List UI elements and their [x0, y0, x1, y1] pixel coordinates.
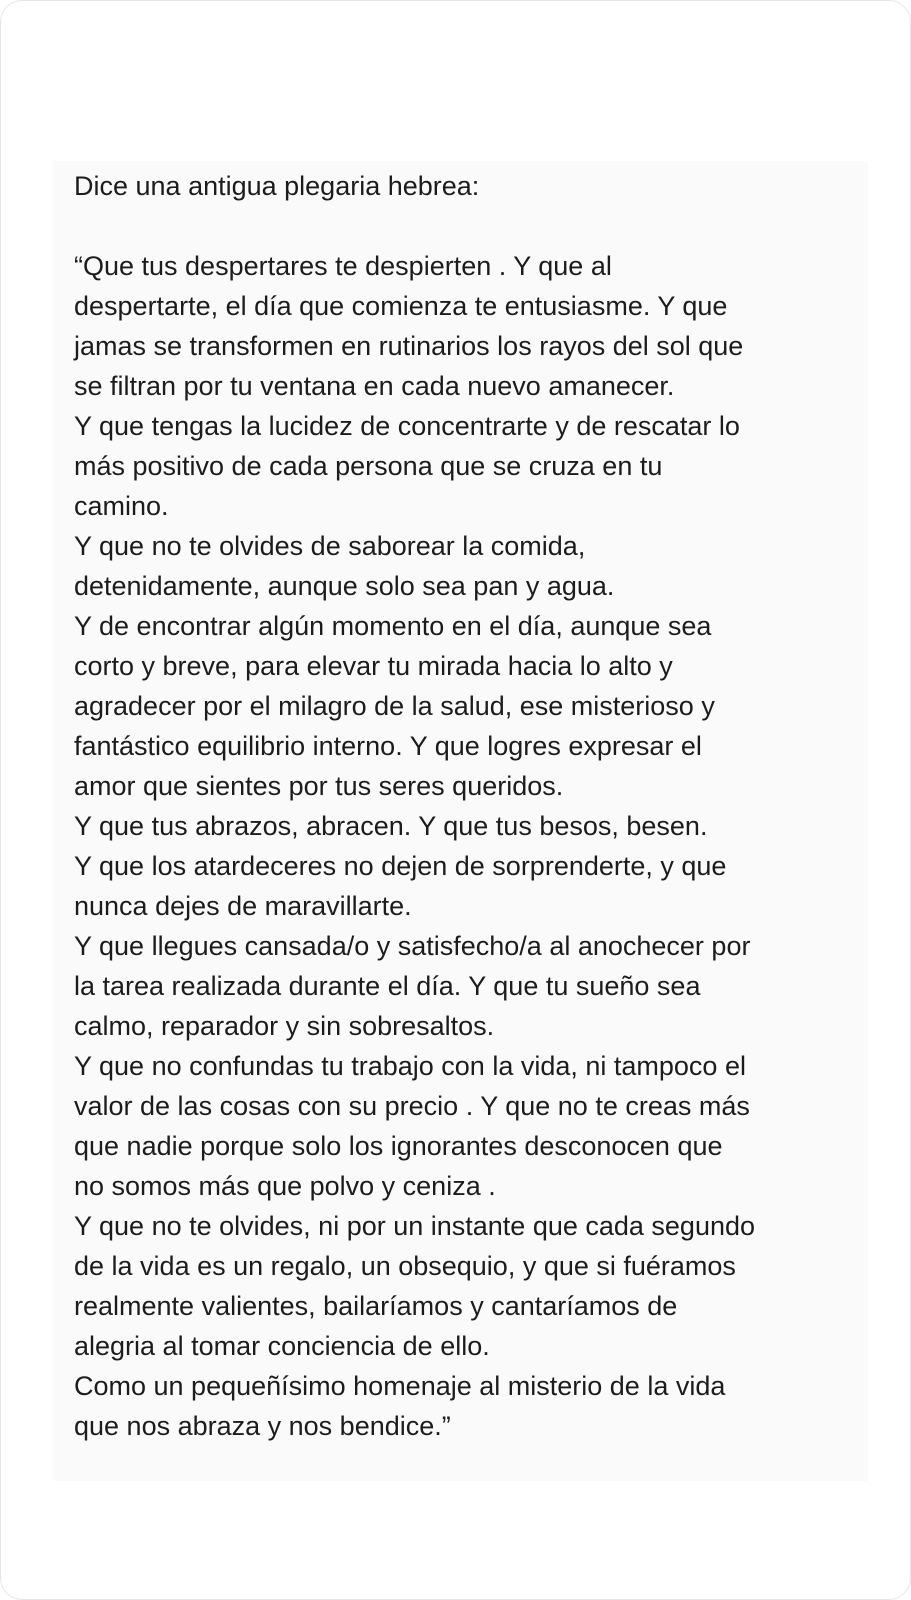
- text-line: Y que llegues cansada/o y satisfecho/a al anochecer por: [74, 931, 751, 961]
- text-line: nunca dejes de maravillarte.: [74, 891, 412, 921]
- text-line: camino.: [74, 491, 169, 521]
- text-line: fantástico equilibrio interno. Y que logres expresar el: [74, 731, 702, 761]
- text-line: Y que no te olvides, ni por un instante que cada segundo: [74, 1211, 756, 1241]
- text-line: Y de encontrar algún momento en el día, aunque sea: [74, 611, 712, 641]
- text-line: de la vida es un regalo, un obsequio, y que si fuéramos: [74, 1251, 736, 1281]
- text-line: alegria al tomar conciencia de ello.: [74, 1331, 490, 1361]
- text-line: que nos abraza y nos bendice.”: [74, 1411, 451, 1441]
- text-line: realmente valientes, bailaríamos y cantaríamos de: [74, 1291, 678, 1321]
- text-line: Como un pequeñísimo homenaje al misterio de la vida: [74, 1371, 726, 1401]
- text-line: que nadie porque solo los ignorantes desconocen que: [74, 1131, 723, 1161]
- text-line: Y que los atardeceres no dejen de sorprenderte, y que: [74, 851, 727, 881]
- text-line: despertarte, el día que comienza te entusiasme. Y que: [74, 291, 728, 321]
- text-line: agradecer por el milagro de la salud, ese misterioso y: [74, 691, 715, 721]
- text-line: Y que no te olvides de saborear la comida,: [74, 531, 586, 561]
- text-line: jamas se transformen en rutinarios los rayos del sol que: [74, 331, 744, 361]
- text-line: valor de las cosas con su precio . Y que no te creas más: [74, 1091, 750, 1121]
- text-line: “Que tus despertares te despierten . Y que al: [74, 251, 612, 281]
- prayer-text: [74, 166, 844, 1446]
- blank-line: [74, 206, 844, 246]
- text-line: calmo, reparador y sin sobresaltos.: [74, 1011, 495, 1041]
- text-line: más positivo de cada persona que se cruza en tu: [74, 451, 663, 481]
- text-line: amor que sientes por tus seres queridos.: [74, 771, 564, 801]
- text-line: se filtran por tu ventana en cada nuevo amanecer.: [74, 371, 675, 401]
- text-line: corto y breve, para elevar tu mirada hacia lo alto y: [74, 651, 673, 681]
- text-line: Y que tengas la lucidez de concentrarte y de rescatar lo: [74, 411, 740, 441]
- text-line: Y que no confundas tu trabajo con la vida, ni tampoco el: [74, 1051, 746, 1081]
- text-line: detenidamente, aunque solo sea pan y agua.: [74, 571, 615, 601]
- text-line: Y que tus abrazos, abracen. Y que tus besos, besen.: [74, 811, 708, 841]
- intro-line: Dice una antigua plegaria hebrea:: [74, 171, 480, 201]
- text-line: la tarea realizada durante el día. Y que tu sueño sea: [74, 971, 701, 1001]
- text-line: no somos más que polvo y ceniza .: [74, 1171, 496, 1201]
